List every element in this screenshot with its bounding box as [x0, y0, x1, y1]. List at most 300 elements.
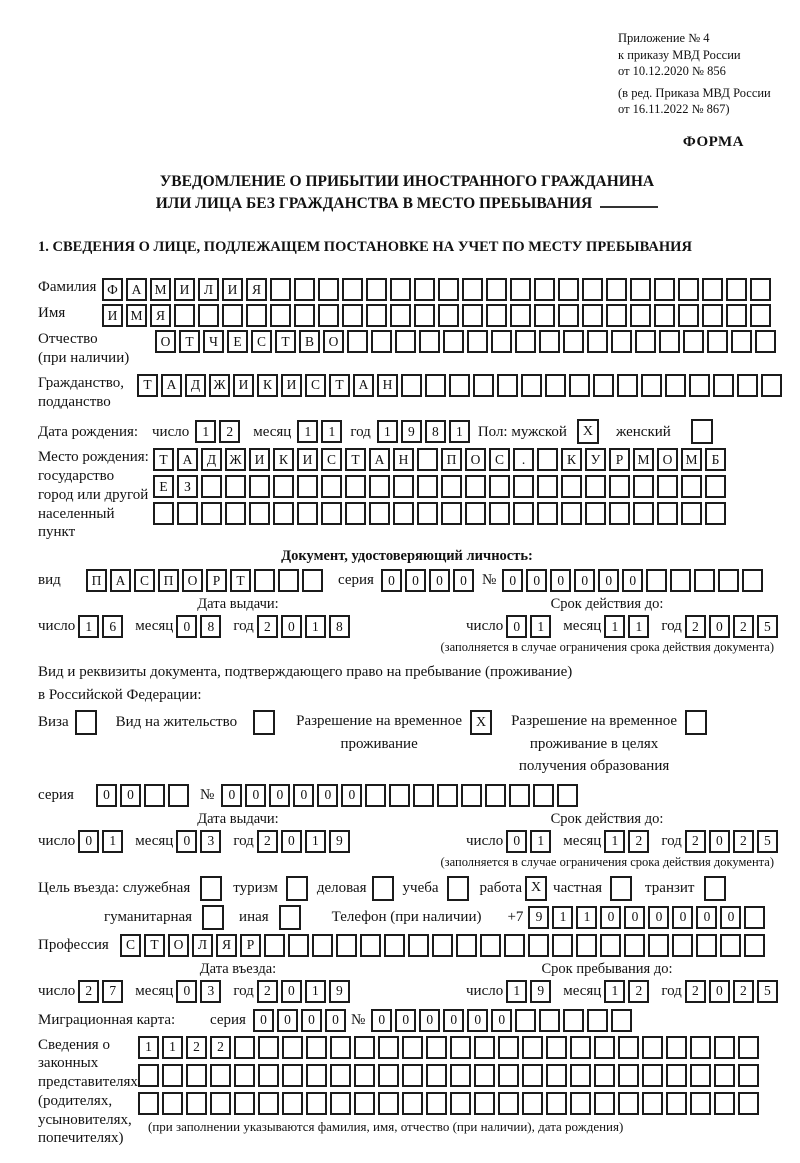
- char-box[interactable]: [297, 475, 318, 498]
- reps-row-1-input[interactable]: [138, 1036, 762, 1059]
- char-box[interactable]: [297, 502, 318, 525]
- char-box[interactable]: [426, 1092, 447, 1115]
- char-box[interactable]: 2: [186, 1036, 207, 1059]
- char-box[interactable]: [162, 1064, 183, 1087]
- char-box[interactable]: [690, 1064, 711, 1087]
- char-box[interactable]: [521, 374, 542, 397]
- char-box[interactable]: Т: [230, 569, 251, 592]
- char-box[interactable]: 0: [293, 784, 314, 807]
- char-box[interactable]: [691, 419, 713, 444]
- char-box[interactable]: 1: [102, 830, 123, 853]
- resdoc-issue-day-input[interactable]: [78, 830, 126, 853]
- char-box[interactable]: [447, 876, 469, 901]
- char-box[interactable]: [534, 304, 555, 327]
- char-box[interactable]: [168, 784, 189, 807]
- char-box[interactable]: [498, 1036, 519, 1059]
- char-box[interactable]: 0: [709, 980, 730, 1003]
- char-box[interactable]: 0: [120, 784, 141, 807]
- char-box[interactable]: [264, 934, 285, 957]
- char-box[interactable]: [491, 330, 512, 353]
- char-box[interactable]: С: [321, 448, 342, 471]
- char-box[interactable]: [270, 278, 291, 301]
- char-box[interactable]: [731, 330, 752, 353]
- char-box[interactable]: [685, 710, 707, 735]
- char-box[interactable]: [630, 304, 651, 327]
- char-box[interactable]: О: [168, 934, 189, 957]
- char-box[interactable]: М: [681, 448, 702, 471]
- char-box[interactable]: Т: [329, 374, 350, 397]
- char-box[interactable]: [369, 475, 390, 498]
- birth-month-input[interactable]: [297, 420, 345, 443]
- male-checkbox[interactable]: [577, 419, 602, 444]
- char-box[interactable]: [713, 374, 734, 397]
- char-box[interactable]: [633, 502, 654, 525]
- char-box[interactable]: О: [155, 330, 176, 353]
- char-box[interactable]: [618, 1064, 639, 1087]
- char-box[interactable]: [678, 278, 699, 301]
- char-box[interactable]: Р: [240, 934, 261, 957]
- char-box[interactable]: [253, 710, 275, 735]
- char-box[interactable]: 1: [506, 980, 527, 1003]
- char-box[interactable]: [417, 448, 438, 471]
- char-box[interactable]: [408, 934, 429, 957]
- char-box[interactable]: [672, 934, 693, 957]
- char-box[interactable]: [366, 278, 387, 301]
- char-box[interactable]: [670, 569, 691, 592]
- char-box[interactable]: 9: [528, 906, 549, 929]
- char-box[interactable]: [282, 1036, 303, 1059]
- char-box[interactable]: [585, 475, 606, 498]
- char-box[interactable]: [174, 304, 195, 327]
- char-box[interactable]: [666, 1036, 687, 1059]
- char-box[interactable]: [705, 475, 726, 498]
- char-box[interactable]: 9: [329, 830, 350, 853]
- char-box[interactable]: X: [525, 876, 547, 901]
- char-box[interactable]: [201, 502, 222, 525]
- char-box[interactable]: 0: [720, 906, 741, 929]
- char-box[interactable]: 0: [598, 569, 619, 592]
- char-box[interactable]: 2: [219, 420, 240, 443]
- char-box[interactable]: [462, 278, 483, 301]
- char-box[interactable]: [456, 934, 477, 957]
- char-box[interactable]: 2: [733, 615, 754, 638]
- char-box[interactable]: [393, 502, 414, 525]
- char-box[interactable]: 0: [341, 784, 362, 807]
- char-box[interactable]: [642, 1036, 663, 1059]
- char-box[interactable]: [714, 1092, 735, 1115]
- char-box[interactable]: Т: [137, 374, 158, 397]
- reps-row-3-input[interactable]: [138, 1092, 762, 1115]
- char-box[interactable]: [569, 374, 590, 397]
- char-box[interactable]: 1: [449, 420, 470, 443]
- char-box[interactable]: 5: [757, 830, 778, 853]
- char-box[interactable]: [395, 330, 416, 353]
- char-box[interactable]: 0: [502, 569, 523, 592]
- char-box[interactable]: [624, 934, 645, 957]
- char-box[interactable]: О: [465, 448, 486, 471]
- char-box[interactable]: [720, 934, 741, 957]
- char-box[interactable]: [635, 330, 656, 353]
- char-box[interactable]: [657, 475, 678, 498]
- char-box[interactable]: 0: [419, 1009, 440, 1032]
- char-box[interactable]: [528, 934, 549, 957]
- char-box[interactable]: [369, 502, 390, 525]
- char-box[interactable]: [606, 278, 627, 301]
- char-box[interactable]: [330, 1036, 351, 1059]
- char-box[interactable]: А: [369, 448, 390, 471]
- doc-valid-month-input[interactable]: [604, 615, 652, 638]
- char-box[interactable]: [633, 475, 654, 498]
- char-box[interactable]: [744, 934, 765, 957]
- char-box[interactable]: И: [222, 278, 243, 301]
- char-box[interactable]: [738, 1064, 759, 1087]
- char-box[interactable]: 2: [685, 615, 706, 638]
- char-box[interactable]: [306, 1092, 327, 1115]
- char-box[interactable]: 1: [604, 980, 625, 1003]
- char-box[interactable]: Л: [192, 934, 213, 957]
- char-box[interactable]: 3: [200, 830, 221, 853]
- char-box[interactable]: 0: [648, 906, 669, 929]
- stay-day-input[interactable]: [506, 980, 554, 1003]
- char-box[interactable]: [372, 876, 394, 901]
- char-box[interactable]: [249, 475, 270, 498]
- doc-issue-year-input[interactable]: [257, 615, 353, 638]
- char-box[interactable]: [270, 304, 291, 327]
- char-box[interactable]: [443, 330, 464, 353]
- stay-year-input[interactable]: [685, 980, 781, 1003]
- char-box[interactable]: [306, 1036, 327, 1059]
- char-box[interactable]: М: [150, 278, 171, 301]
- char-box[interactable]: 1: [628, 615, 649, 638]
- char-box[interactable]: [696, 934, 717, 957]
- char-box[interactable]: Т: [179, 330, 200, 353]
- char-box[interactable]: 0: [176, 830, 197, 853]
- char-box[interactable]: [546, 1036, 567, 1059]
- char-box[interactable]: [498, 1092, 519, 1115]
- char-box[interactable]: [714, 1036, 735, 1059]
- char-box[interactable]: [438, 278, 459, 301]
- doc-valid-day-input[interactable]: [506, 615, 554, 638]
- char-box[interactable]: [609, 475, 630, 498]
- char-box[interactable]: [558, 304, 579, 327]
- char-box[interactable]: [486, 278, 507, 301]
- char-box[interactable]: [450, 1092, 471, 1115]
- char-box[interactable]: 1: [604, 615, 625, 638]
- char-box[interactable]: [750, 278, 771, 301]
- char-box[interactable]: 0: [709, 615, 730, 638]
- doc-number-input[interactable]: [502, 569, 766, 592]
- char-box[interactable]: 2: [628, 980, 649, 1003]
- char-box[interactable]: 6: [102, 615, 123, 638]
- char-box[interactable]: [330, 1092, 351, 1115]
- char-box[interactable]: 9: [401, 420, 422, 443]
- reps-row-2-input[interactable]: [138, 1064, 762, 1087]
- char-box[interactable]: Р: [609, 448, 630, 471]
- char-box[interactable]: [306, 1064, 327, 1087]
- char-box[interactable]: [365, 784, 386, 807]
- char-box[interactable]: 0: [245, 784, 266, 807]
- char-box[interactable]: 0: [176, 980, 197, 1003]
- doc-type-input[interactable]: [86, 569, 326, 592]
- char-box[interactable]: [354, 1036, 375, 1059]
- char-box[interactable]: 1: [162, 1036, 183, 1059]
- char-box[interactable]: [515, 330, 536, 353]
- char-box[interactable]: И: [233, 374, 254, 397]
- migcard-series-input[interactable]: [253, 1009, 349, 1032]
- char-box[interactable]: [513, 475, 534, 498]
- char-box[interactable]: [294, 278, 315, 301]
- char-box[interactable]: [417, 502, 438, 525]
- char-box[interactable]: 0: [277, 1009, 298, 1032]
- entry-month-input[interactable]: [176, 980, 224, 1003]
- char-box[interactable]: [666, 1092, 687, 1115]
- char-box[interactable]: С: [134, 569, 155, 592]
- birth-day-input[interactable]: [195, 420, 243, 443]
- char-box[interactable]: [342, 278, 363, 301]
- char-box[interactable]: А: [126, 278, 147, 301]
- char-box[interactable]: [342, 304, 363, 327]
- visa-checkbox[interactable]: [75, 710, 100, 735]
- char-box[interactable]: 1: [576, 906, 597, 929]
- char-box[interactable]: [522, 1064, 543, 1087]
- char-box[interactable]: 0: [709, 830, 730, 853]
- purpose-business-checkbox[interactable]: [372, 876, 397, 901]
- resdoc-valid-month-input[interactable]: [604, 830, 652, 853]
- char-box[interactable]: Т: [345, 448, 366, 471]
- char-box[interactable]: К: [273, 448, 294, 471]
- char-box[interactable]: И: [297, 448, 318, 471]
- char-box[interactable]: [558, 278, 579, 301]
- char-box[interactable]: [186, 1092, 207, 1115]
- char-box[interactable]: [497, 374, 518, 397]
- char-box[interactable]: [609, 502, 630, 525]
- char-box[interactable]: Е: [153, 475, 174, 498]
- citizenship-input[interactable]: [137, 374, 785, 397]
- char-box[interactable]: [278, 569, 299, 592]
- char-box[interactable]: Р: [206, 569, 227, 592]
- char-box[interactable]: [378, 1092, 399, 1115]
- char-box[interactable]: [742, 569, 763, 592]
- char-box[interactable]: [646, 569, 667, 592]
- purpose-study-checkbox[interactable]: [447, 876, 472, 901]
- char-box[interactable]: 2: [685, 830, 706, 853]
- char-box[interactable]: 8: [329, 615, 350, 638]
- char-box[interactable]: [360, 934, 381, 957]
- char-box[interactable]: [234, 1036, 255, 1059]
- char-box[interactable]: [630, 278, 651, 301]
- char-box[interactable]: Л: [198, 278, 219, 301]
- char-box[interactable]: 1: [530, 830, 551, 853]
- char-box[interactable]: [474, 1064, 495, 1087]
- char-box[interactable]: 0: [281, 980, 302, 1003]
- name-input[interactable]: [102, 304, 774, 327]
- char-box[interactable]: [755, 330, 776, 353]
- char-box[interactable]: [437, 784, 458, 807]
- char-box[interactable]: [258, 1092, 279, 1115]
- char-box[interactable]: [249, 502, 270, 525]
- char-box[interactable]: Б: [705, 448, 726, 471]
- char-box[interactable]: 2: [685, 980, 706, 1003]
- char-box[interactable]: Т: [153, 448, 174, 471]
- char-box[interactable]: С: [251, 330, 272, 353]
- char-box[interactable]: 0: [371, 1009, 392, 1032]
- char-box[interactable]: [557, 784, 578, 807]
- char-box[interactable]: X: [470, 710, 492, 735]
- char-box[interactable]: [587, 330, 608, 353]
- char-box[interactable]: [402, 1092, 423, 1115]
- char-box[interactable]: 1: [604, 830, 625, 853]
- char-box[interactable]: [162, 1092, 183, 1115]
- char-box[interactable]: 1: [78, 615, 99, 638]
- purpose-private-checkbox[interactable]: [610, 876, 635, 901]
- char-box[interactable]: [485, 784, 506, 807]
- char-box[interactable]: [618, 1092, 639, 1115]
- char-box[interactable]: [659, 330, 680, 353]
- char-box[interactable]: [450, 1064, 471, 1087]
- char-box[interactable]: 5: [757, 615, 778, 638]
- char-box[interactable]: [449, 374, 470, 397]
- char-box[interactable]: [641, 374, 662, 397]
- char-box[interactable]: 0: [622, 569, 643, 592]
- char-box[interactable]: [234, 1064, 255, 1087]
- char-box[interactable]: [594, 1036, 615, 1059]
- residence-permit-checkbox[interactable]: [253, 710, 278, 735]
- char-box[interactable]: 2: [257, 615, 278, 638]
- char-box[interactable]: А: [110, 569, 131, 592]
- char-box[interactable]: [461, 784, 482, 807]
- char-box[interactable]: [465, 502, 486, 525]
- char-box[interactable]: [513, 502, 534, 525]
- char-box[interactable]: [210, 1064, 231, 1087]
- char-box[interactable]: [144, 784, 165, 807]
- char-box[interactable]: [702, 278, 723, 301]
- birth-year-input[interactable]: [377, 420, 473, 443]
- char-box[interactable]: 8: [200, 615, 221, 638]
- char-box[interactable]: И: [174, 278, 195, 301]
- char-box[interactable]: [510, 304, 531, 327]
- char-box[interactable]: 2: [733, 830, 754, 853]
- char-box[interactable]: [371, 330, 392, 353]
- char-box[interactable]: [234, 1092, 255, 1115]
- char-box[interactable]: [321, 475, 342, 498]
- char-box[interactable]: [704, 876, 726, 901]
- char-box[interactable]: [694, 569, 715, 592]
- char-box[interactable]: 0: [253, 1009, 274, 1032]
- char-box[interactable]: [347, 330, 368, 353]
- char-box[interactable]: И: [102, 304, 123, 327]
- char-box[interactable]: 0: [600, 906, 621, 929]
- char-box[interactable]: [611, 1009, 632, 1032]
- char-box[interactable]: [438, 304, 459, 327]
- char-box[interactable]: [202, 905, 224, 930]
- char-box[interactable]: [417, 475, 438, 498]
- char-box[interactable]: [563, 330, 584, 353]
- char-box[interactable]: [75, 710, 97, 735]
- char-box[interactable]: 1: [552, 906, 573, 929]
- char-box[interactable]: [186, 1064, 207, 1087]
- char-box[interactable]: [401, 374, 422, 397]
- char-box[interactable]: М: [633, 448, 654, 471]
- char-box[interactable]: [665, 374, 686, 397]
- char-box[interactable]: [761, 374, 782, 397]
- char-box[interactable]: [336, 934, 357, 957]
- char-box[interactable]: [593, 374, 614, 397]
- char-box[interactable]: [561, 502, 582, 525]
- char-box[interactable]: 0: [381, 569, 402, 592]
- char-box[interactable]: [366, 304, 387, 327]
- char-box[interactable]: [258, 1064, 279, 1087]
- char-box[interactable]: [570, 1064, 591, 1087]
- char-box[interactable]: [138, 1092, 159, 1115]
- char-box[interactable]: [533, 784, 554, 807]
- char-box[interactable]: [726, 304, 747, 327]
- char-box[interactable]: [378, 1064, 399, 1087]
- char-box[interactable]: [587, 1009, 608, 1032]
- char-box[interactable]: 1: [530, 615, 551, 638]
- char-box[interactable]: 0: [395, 1009, 416, 1032]
- char-box[interactable]: 8: [425, 420, 446, 443]
- char-box[interactable]: [611, 330, 632, 353]
- char-box[interactable]: [200, 876, 222, 901]
- char-box[interactable]: [413, 784, 434, 807]
- char-box[interactable]: 9: [530, 980, 551, 1003]
- char-box[interactable]: [414, 278, 435, 301]
- char-box[interactable]: [486, 304, 507, 327]
- char-box[interactable]: [198, 304, 219, 327]
- char-box[interactable]: [617, 374, 638, 397]
- char-box[interactable]: 0: [696, 906, 717, 929]
- char-box[interactable]: 0: [325, 1009, 346, 1032]
- purpose-humanitarian-checkbox[interactable]: [202, 905, 227, 930]
- char-box[interactable]: [726, 278, 747, 301]
- char-box[interactable]: [718, 569, 739, 592]
- char-box[interactable]: О: [323, 330, 344, 353]
- char-box[interactable]: С: [120, 934, 141, 957]
- char-box[interactable]: [744, 906, 765, 929]
- char-box[interactable]: Д: [201, 448, 222, 471]
- char-box[interactable]: [522, 1036, 543, 1059]
- char-box[interactable]: [378, 1036, 399, 1059]
- char-box[interactable]: [654, 278, 675, 301]
- resdoc-valid-year-input[interactable]: [685, 830, 781, 853]
- char-box[interactable]: [426, 1064, 447, 1087]
- char-box[interactable]: [570, 1036, 591, 1059]
- pob-row-1-input[interactable]: [153, 448, 729, 471]
- char-box[interactable]: 7: [102, 980, 123, 1003]
- char-box[interactable]: [537, 448, 558, 471]
- char-box[interactable]: 0: [491, 1009, 512, 1032]
- char-box[interactable]: [345, 475, 366, 498]
- char-box[interactable]: 0: [281, 615, 302, 638]
- char-box[interactable]: [515, 1009, 536, 1032]
- char-box[interactable]: [441, 502, 462, 525]
- char-box[interactable]: [258, 1036, 279, 1059]
- doc-valid-year-input[interactable]: [685, 615, 781, 638]
- resdoc-issue-year-input[interactable]: [257, 830, 353, 853]
- char-box[interactable]: 9: [329, 980, 350, 1003]
- char-box[interactable]: Н: [377, 374, 398, 397]
- char-box[interactable]: 2: [733, 980, 754, 1003]
- char-box[interactable]: [254, 569, 275, 592]
- char-box[interactable]: 1: [297, 420, 318, 443]
- pob-row-2-input[interactable]: [153, 475, 729, 498]
- char-box[interactable]: [610, 876, 632, 901]
- char-box[interactable]: [642, 1064, 663, 1087]
- resdoc-issue-month-input[interactable]: [176, 830, 224, 853]
- char-box[interactable]: Ф: [102, 278, 123, 301]
- char-box[interactable]: [321, 502, 342, 525]
- resdoc-valid-day-input[interactable]: [506, 830, 554, 853]
